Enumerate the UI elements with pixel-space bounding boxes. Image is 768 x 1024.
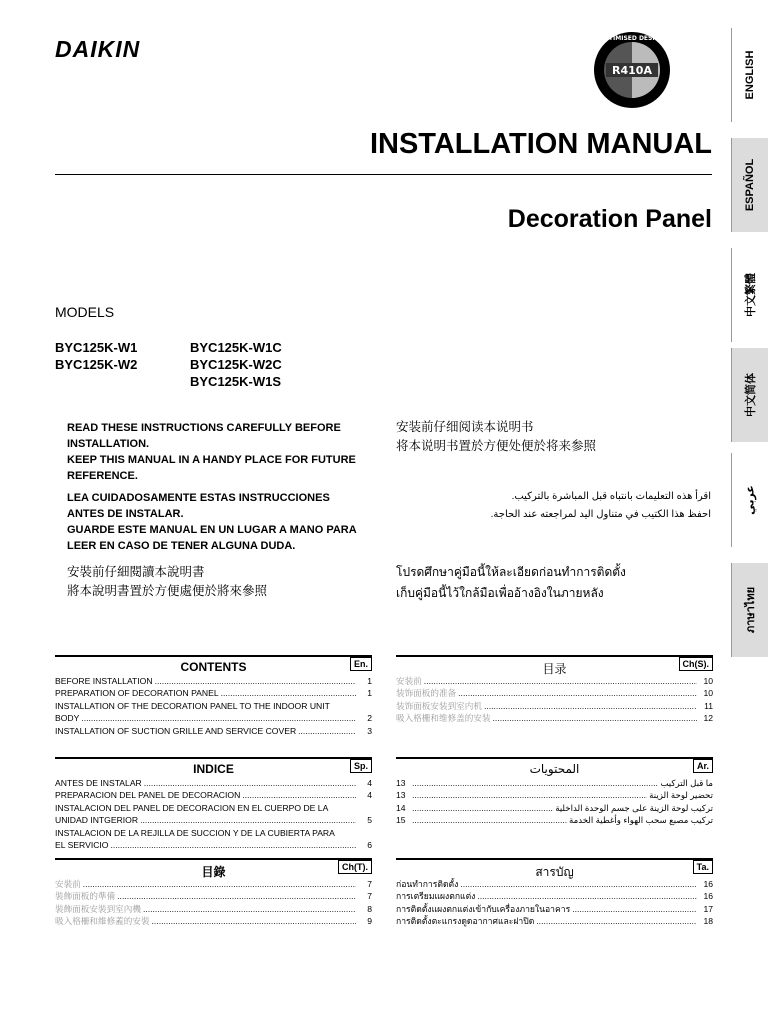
toc-row[interactable]: การเตรียมแผงตกแต่ง ..... 16 (396, 890, 713, 902)
manual-title: INSTALLATION MANUAL (369, 128, 712, 160)
r410a-badge-icon (592, 30, 672, 110)
lang-badge: Ch(T). (338, 860, 372, 874)
toc-row[interactable]: 装饰面板的准备 ..... 10 (396, 687, 713, 699)
toc-row[interactable]: PREPARATION OF DECORATION PANEL ..... 1 (55, 687, 372, 699)
lang-badge: En. (350, 657, 372, 671)
toc-row[interactable]: BODY ..... 2 (55, 712, 372, 724)
toc-row[interactable]: INSTALACION DEL PANEL DE DECORACION EN EL CUERPO DE LA (55, 802, 329, 813)
toc-row[interactable]: การติดตั้งตะแกรงดูดอากาศและฝาปิด ..... 18 (396, 915, 713, 927)
toc-row[interactable]: PREPARACION DEL PANEL DE DECORACION ..... 4 (55, 789, 372, 801)
toc-row[interactable]: ما قبل التركيب ..... 13 (396, 777, 713, 789)
models-column-2 (190, 339, 282, 390)
model-item: BYC125K-W2C (190, 357, 282, 372)
badge-optimised: OPTIMISED DESIGN (599, 35, 665, 42)
toc-row[interactable]: 裝飾面板的準備 ..... 7 (55, 890, 372, 902)
toc-row[interactable]: تركيب لوحة الزينة على جسم الوحدة الداخلية ..... 14 (396, 802, 713, 814)
lang-badge: Sp. (350, 759, 372, 773)
toc-row[interactable]: 裝飾面板安裝到室內機 ..... 8 (55, 903, 372, 915)
model-item: BYC125K-W2 (55, 357, 138, 372)
instructions-es: LEA CUIDADOSAMENTE ESTAS INSTRUCCIONES ANTES DE INSTALAR. GUARDE ESTE MANUAL EN UN LUGAR A MANO PARA LEER EN CASO DE TENER ALGUNA DUDA. (67, 492, 357, 552)
toc-row[interactable]: 装饰面板安装到室内机 ..... 11 (396, 700, 713, 712)
instructions-arabic: اقرأ هذه التعليمات بانتباه قبل المباشرة بالتركيب. احفظ هذا الكتيب في متناول اليد لمراجعته عند الحاجة. (490, 491, 711, 520)
language-tabs (731, 28, 768, 668)
toc-row[interactable]: 吸入格栅和维修盖的安装 ..... 12 (396, 712, 713, 724)
toc-row[interactable]: INSTALACION DE LA REJILLA DE SUCCION Y DE LA CUBIERTA PARA (55, 827, 335, 838)
model-item: BYC125K-W1C (190, 340, 282, 355)
toc-title: المحتويات (529, 762, 580, 776)
toc-row[interactable]: UNIDAD INTGERIOR ..... 5 (55, 814, 372, 826)
toc-thai (396, 858, 713, 928)
toc-row[interactable]: 安裝前 ..... 7 (55, 878, 372, 890)
toc-row[interactable]: BEFORE INSTALLATION ..... 1 (55, 675, 372, 687)
toc-row[interactable]: تحضير لوحة الزينة ..... 13 (396, 789, 713, 801)
toc-title: INDICE (193, 762, 234, 776)
tab-chinese-traditional[interactable]: 中文繁體 (731, 248, 768, 342)
models-column-1 (55, 339, 137, 373)
toc-title: สารบัญ (535, 865, 574, 879)
toc-english (55, 655, 372, 737)
title-divider (55, 174, 712, 175)
toc-arabic (396, 757, 713, 827)
lang-badge: Ch(S). (679, 657, 714, 671)
toc-title: 目錄 (201, 865, 226, 879)
badge-r410a: R410A (612, 64, 652, 77)
model-item: BYC125K-W1 (55, 340, 138, 355)
tab-arabic[interactable]: عربي (731, 453, 768, 547)
tab-espanol[interactable]: ESPAÑOL (731, 138, 768, 232)
daikin-logo: DAIKIN (55, 36, 141, 62)
toc-row[interactable]: INSTALLATION OF THE DECORATION PANEL TO THE INDOOR UNIT (55, 700, 330, 711)
instructions-zh-simplified: 安装前仔细阅读本说明书 将本说明书置於方便处便於将来参照 (396, 420, 597, 453)
models-heading: MODELS (55, 304, 115, 320)
tab-english[interactable]: ENGLISH (731, 28, 768, 122)
lang-badge: Ta. (693, 860, 713, 874)
tab-chinese-simplified[interactable]: 中文简体 (731, 348, 768, 442)
lang-badge: Ar. (693, 759, 713, 773)
tab-thai[interactable]: ภาษาไทย (731, 563, 768, 657)
toc-row[interactable]: 安装前 ..... 10 (396, 675, 713, 687)
instructions-en: READ THESE INSTRUCTIONS CAREFULLY BEFORE INSTALLATION. KEEP THIS MANUAL IN A HANDY PLACE FOR FUTURE REFERENCE. (67, 422, 356, 482)
toc-row[interactable]: 吸入格柵和維修蓋的安裝 ..... 9 (55, 915, 372, 927)
toc-title: 目录 (542, 662, 567, 676)
model-item: BYC125K-W1S (190, 374, 282, 389)
toc-chinese-traditional (55, 858, 372, 928)
toc-row[interactable]: INSTALLATION OF SUCTION GRILLE AND SERVICE COVER ..... 3 (55, 725, 372, 737)
toc-row[interactable]: EL SERVICIO ..... 6 (55, 839, 372, 851)
toc-row[interactable]: ก่อนทำการติดตั้ง ..... 16 (396, 878, 713, 890)
manual-subtitle: Decoration Panel (507, 205, 712, 233)
toc-row[interactable]: تركيب مصبع سحب الهواء وأغطية الخدمة ..... 15 (396, 814, 713, 826)
toc-row[interactable]: การติดตั้งแผงตกแต่งเข้ากับเครื่องภายในอาคาร ..... 17 (396, 903, 713, 915)
instructions-zh-traditional: 安裝前仔細閱讀本說明書 將本說明書置於方便處便於將來參照 (67, 565, 268, 598)
toc-chinese-simplified (396, 655, 713, 725)
instructions-thai: โปรดศึกษาคู่มือนี้ให้ละเอียดก่อนทำการติดตั้ง เก็บคู่มือนี้ไว้ใกล้มือเพื่ออ้างอิงในภายหลัง (396, 565, 626, 600)
toc-spanish (55, 757, 372, 851)
toc-title: CONTENTS (180, 660, 247, 674)
toc-row[interactable]: ANTES DE INSTALAR ..... 4 (55, 777, 372, 789)
